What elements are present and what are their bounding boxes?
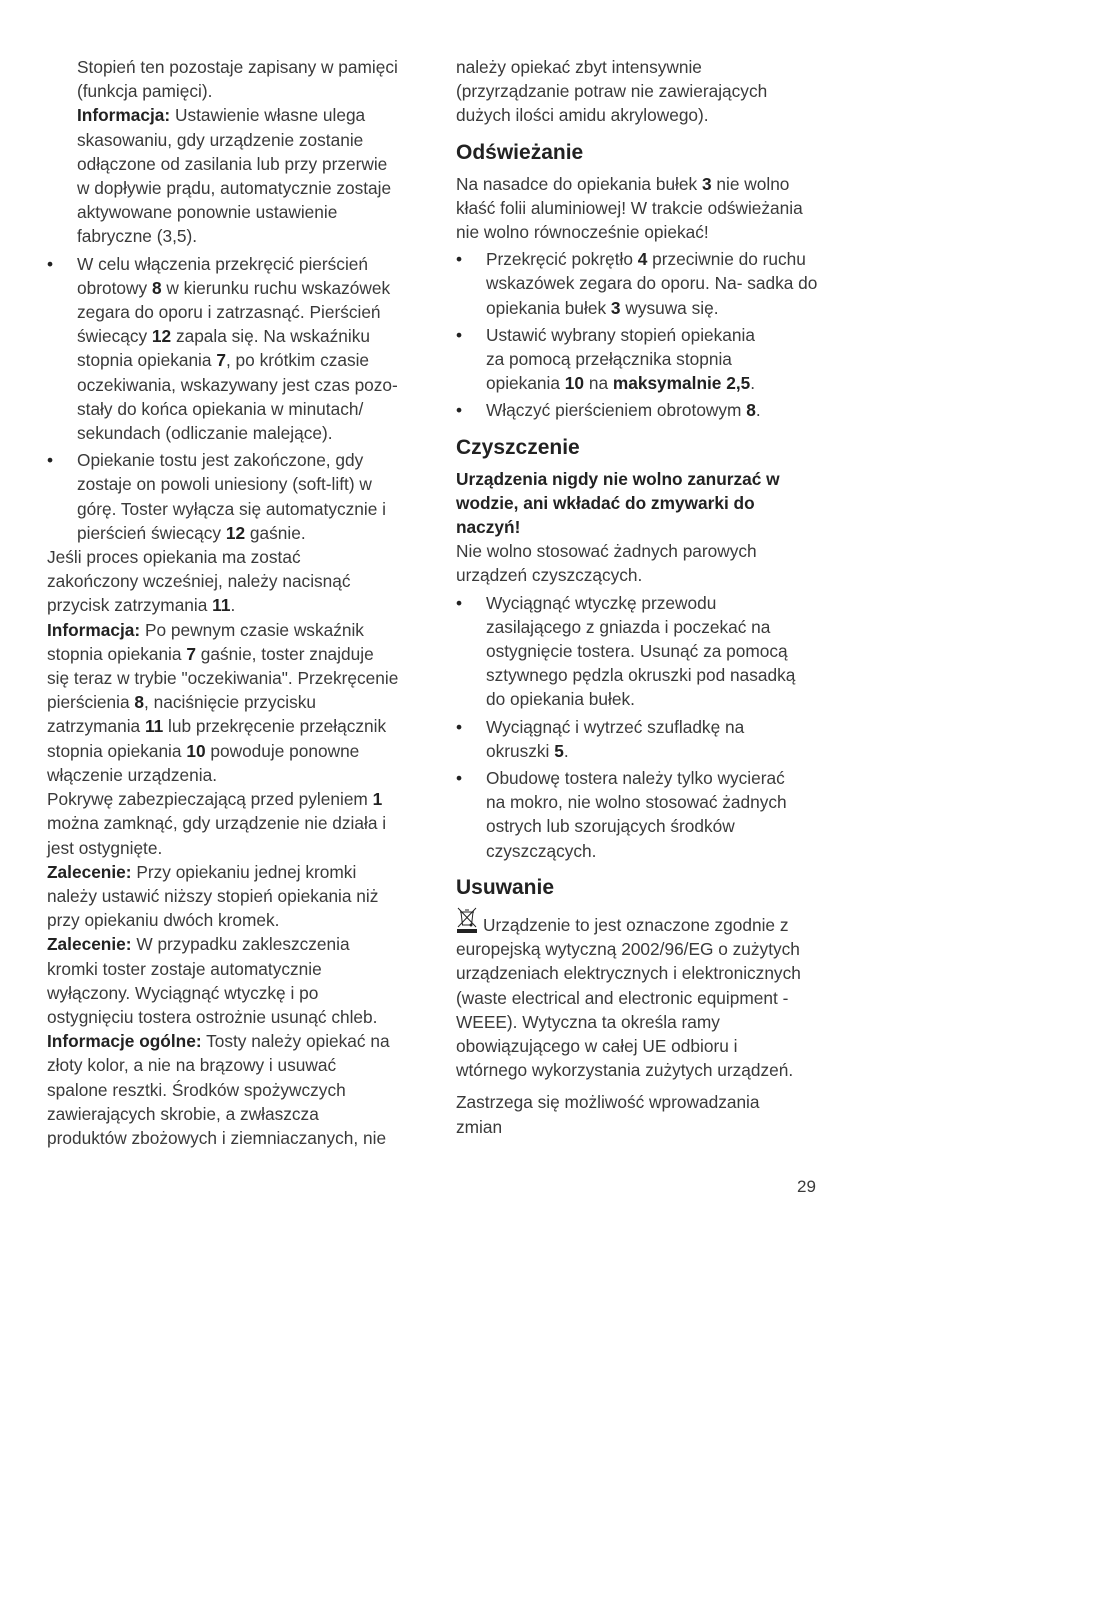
bold-text: Informacje ogólne:: [47, 1031, 202, 1052]
text: Wyciągnąć wtyczkę przewodu zasilającego z gniazda i poczekać na ostygnięcie tostera. Usunąć za pomocą sztywnego pędzla okruszki pod nasadką do opiekania bułek.: [486, 592, 796, 710]
bold-text: Zalecenie:: [47, 861, 132, 882]
bullet-icon: •: [456, 768, 463, 789]
paragraph: [456, 467, 841, 588]
bullet-icon: •: [456, 716, 463, 737]
bold-text: 3: [610, 297, 621, 318]
text: Ustawienie własne ulega skasowaniu, gdy urządzenie zostanie odłączone od zasilania lub przy przerwie w dopływie prądu, automatycznie zostaje aktywowane ponownie ustawienie fabryczne (3,5).: [77, 105, 392, 247]
section-heading: Czyszczenie: [456, 435, 580, 459]
text: Urządzenie to jest oznaczone zgodnie z europejską wytyczną 2002/96/EG o zużytych urządzeniach elektrycznych i elektronicznych (waste electrical and electronic equipment - WEEE). Wytyczna ta określa ramy obowiązującego w całej UE odbioru i wtórnego wykorzystania zużytych urządzeń.: [456, 914, 801, 1081]
text: nie wolno kłaść folii aluminiowej! W trakcie odświeżania nie wolno równocześnie opiekać!: [456, 173, 803, 243]
crossed-out-wheelie-bin-icon: [456, 907, 478, 933]
text: , naciśnięcie przycisku zatrzymania: [47, 692, 316, 737]
bullet-icon: •: [47, 253, 54, 274]
text: Na nasadce do opiekania bułek: [456, 173, 702, 194]
text: zapala się. Na wskaźniku stopnia opiekania: [77, 326, 370, 371]
text: Jeśli proces opiekania ma zostać zakończony wcześniej, należy nacisnąć przycisk zatrzymania: [47, 547, 351, 616]
text: gaśnie, toster znajduje się teraz w trybie "oczekiwania". Przekręcenie pierścienia: [47, 643, 399, 713]
bold-text: 5: [554, 740, 564, 761]
bullet-item: [456, 591, 841, 712]
bold-text: 7: [216, 350, 226, 371]
text: Zastrzega się możliwość wprowadzania zmian: [456, 1092, 760, 1137]
text: Po pewnym czasie wskaźnik stopnia opiekania: [47, 619, 364, 664]
bold-text: maksymalnie 2,5: [612, 373, 751, 394]
bold-text: Urządzenia nigdy nie wolno zanurzać w wodzie, ani wkładać do zmywarki do naczyń!: [456, 468, 780, 538]
bullet-item: [456, 247, 841, 320]
text: W celu włączenia przekręcić pierścień obrotowy: [77, 253, 369, 298]
bold-text: 8: [151, 277, 162, 298]
text: przeciwnie do ruchu wskazówek zegara do oporu. Na- sadka do opiekania bułek: [486, 249, 818, 318]
text: powoduje ponowne włączenie urządzenia.: [47, 740, 360, 785]
bold-text: 1: [372, 789, 383, 810]
bullet-item: [456, 323, 841, 396]
bold-text: Informacja:: [77, 105, 171, 126]
bold-text: 8: [746, 400, 756, 421]
text: Pokrywę zabezpieczającą przed pyleniem: [47, 789, 373, 810]
paragraph: [47, 1029, 432, 1150]
text: .: [750, 373, 756, 394]
text: wysuwa się.: [620, 297, 719, 318]
text: .: [230, 595, 236, 616]
bullet-item: [456, 398, 841, 422]
text: na: [584, 373, 613, 394]
bold-text: 8: [134, 692, 145, 713]
bold-text: 4: [637, 249, 648, 270]
paragraph: [456, 55, 841, 128]
bold-text: Zalecenie:: [47, 934, 132, 955]
bullet-icon: •: [456, 249, 463, 270]
text: .: [563, 740, 569, 761]
bullet-item: [456, 715, 841, 763]
bullet-item: [47, 448, 432, 545]
text: Przy opiekaniu jednej kromki należy ustawić niższy stopień opiekania niż przy opiekaniu dwóch kromek.: [47, 861, 379, 931]
text: w kierunku ruchu wskazówek zegara do oporu i zatrzasnąć. Pierścień świecący: [77, 277, 391, 347]
text: Wyciągnąć i wytrzeć szufladkę na okruszki: [486, 716, 745, 761]
paragraph: [456, 1090, 841, 1138]
paragraph: [47, 103, 432, 248]
left-column: [47, 55, 432, 1150]
text: należy opiekać zbyt intensywnie (przyrządzanie potraw nie zawierających dużych ilości amidu akrylowego).: [456, 57, 768, 126]
text: .: [755, 400, 761, 421]
paragraph: [47, 932, 432, 1029]
text: gaśnie.: [245, 522, 306, 543]
section-heading: Odświeżanie: [456, 140, 584, 164]
text: Nie wolno stosować żadnych parowych urządzeń czyszczących.: [456, 541, 757, 586]
bold-text: Informacja:: [47, 619, 141, 640]
paragraph: [47, 618, 432, 787]
bullet-icon: •: [47, 450, 54, 471]
paragraph: [47, 55, 432, 103]
text: można zamknąć, gdy urządzenie nie działa i jest ostygnięte.: [47, 813, 387, 858]
paragraph: [456, 172, 841, 245]
bold-text: 12: [225, 522, 246, 543]
text: lub przekręcenie przełącznik stopnia opiekania: [47, 716, 387, 761]
bold-text: 12: [151, 326, 172, 347]
text: Włączyć pierścieniem obrotowym: [486, 400, 747, 421]
paragraph: [47, 545, 432, 618]
text: W przypadku zakleszczenia kromki toster zostaje automatycznie wyłączony. Wyciągnąć wtyczkę i po ostygnięciu tostera ostrożnie usunąć chleb.: [47, 934, 378, 1027]
page-number: 29: [797, 1177, 816, 1196]
section-heading: Usuwanie: [456, 875, 555, 899]
text: Opiekanie tostu jest zakończone, gdy zostaje on powoli uniesiony (soft-lift) w górę. Toster wyłącza się automatycznie i pierścień świecący: [77, 450, 386, 543]
bold-text: 10: [564, 373, 585, 394]
text: Stopień ten pozostaje zapisany w pamięci (funkcja pamięci).: [77, 57, 398, 102]
paragraph: [456, 907, 841, 1082]
text: Tosty należy opiekać na złoty kolor, a nie na brązowy i usuwać spalone resztki. Środków spożywczych zawierających skrobie, a zwłaszcza produktów zbożowych i ziemniaczanych, nie: [47, 1031, 390, 1148]
right-column: [456, 55, 841, 1139]
text: , po krótkim czasie oczekiwania, wskazywany jest czas pozo- stały do końca opiekania w minutach/ sekundach (odliczanie malejące).: [77, 350, 398, 444]
bullet-icon: •: [456, 324, 463, 345]
bullet-item: [456, 766, 841, 863]
bold-text: 7: [186, 643, 196, 664]
bullet-item: [47, 252, 432, 446]
paragraph: [47, 860, 432, 933]
bold-text: 3: [701, 173, 712, 194]
bold-text: 11: [144, 716, 164, 737]
text: Ustawić wybrany stopień opiekania za pomocą przełącznika stopnia opiekania: [486, 324, 755, 394]
paragraph: [47, 787, 432, 860]
bullet-icon: •: [456, 400, 463, 421]
text: Obudowę tostera należy tylko wycierać na mokro, nie wolno stosować żadnych ostrych lub szorujących środków czyszczących.: [486, 768, 787, 861]
bullet-icon: •: [456, 592, 463, 613]
bold-text: 11: [212, 595, 231, 616]
bold-text: 10: [186, 740, 206, 761]
text: Przekręcić pokrętło: [486, 249, 638, 270]
